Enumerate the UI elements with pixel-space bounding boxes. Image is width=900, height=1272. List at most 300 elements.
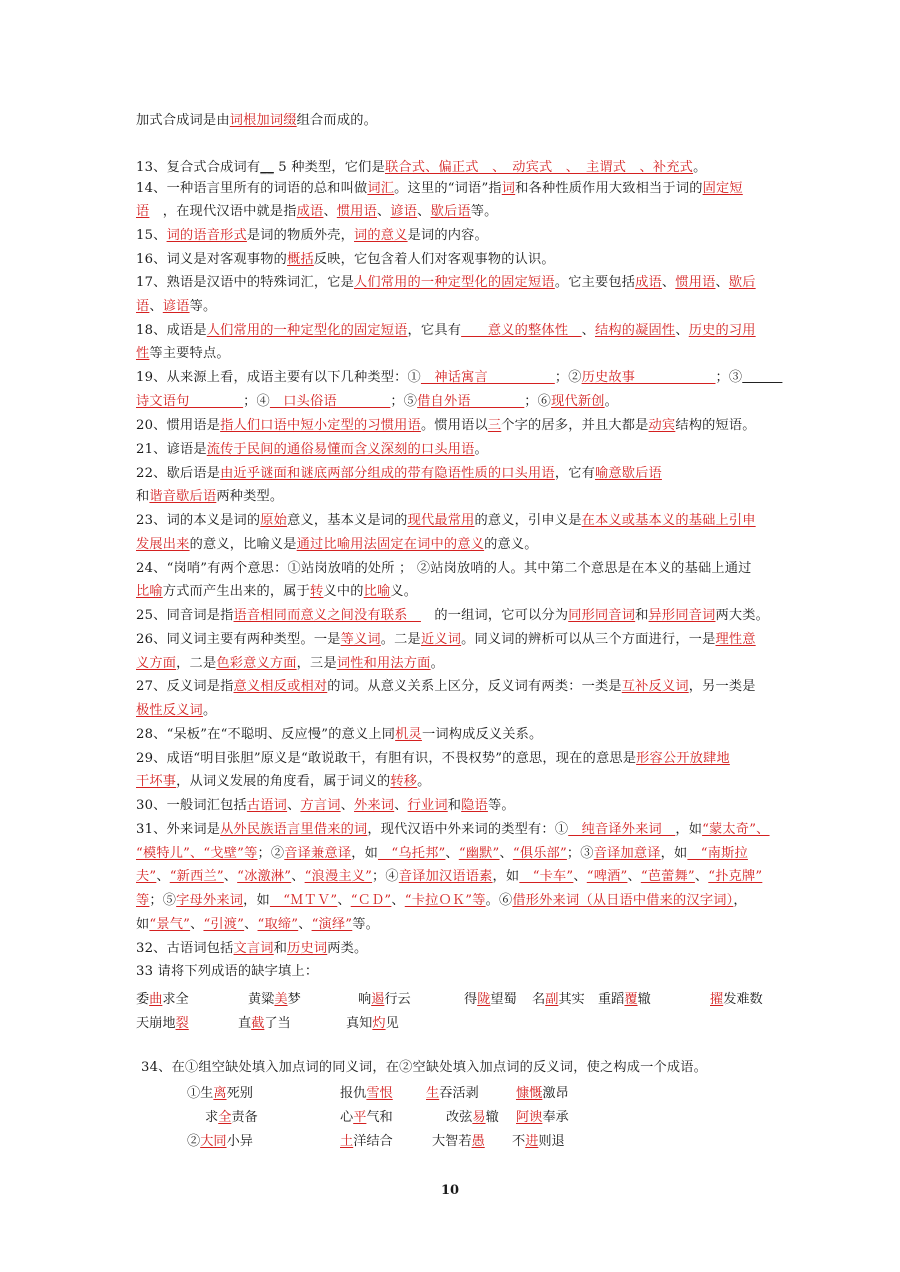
answer-text: “ＭＴＶ” (269, 893, 338, 908)
text-line (136, 112, 776, 130)
text-line (136, 702, 776, 720)
question-text: 14、一种语言里所有的词语的总和叫做 (136, 181, 368, 196)
question-text: 。惯用语以 (420, 418, 488, 433)
text-line (136, 560, 776, 578)
answer-text: 易 (472, 1110, 486, 1125)
question-text: 心 (340, 1110, 354, 1125)
question-text: 激昂 (542, 1086, 569, 1101)
answer-text: 词 (501, 181, 516, 196)
q34-idiom-item (340, 1106, 393, 1125)
question-text: 15、 (136, 228, 167, 243)
question-text: 、 (391, 893, 405, 908)
answer-text: 音译加汉语语素 (398, 869, 493, 884)
text-line (136, 227, 776, 245)
answer-text: 词性和用法方面 (336, 656, 431, 671)
question-text: 、 (661, 275, 676, 290)
question-text: 和 (447, 798, 462, 813)
question-text: ；⑤ (390, 394, 418, 409)
answer-text: 现代最常用 (407, 513, 475, 528)
answer-text: 色彩意义方面 (216, 656, 297, 671)
question-text: 一词构成反义关系。 (421, 727, 543, 742)
question-text: 、 (156, 869, 170, 884)
answer-text: 遏 (371, 992, 385, 1007)
question-text: 大智若 (432, 1134, 472, 1149)
q34-idiom-item (187, 1082, 253, 1101)
question-text: 21、谚语是 (136, 442, 207, 457)
answer-text: 全 (218, 1110, 232, 1125)
question-text: 责备 (231, 1110, 258, 1125)
answer-text: 异形同音词 (648, 608, 716, 623)
idiom-item (710, 988, 763, 1007)
question-text: ，现代汉语中外来词的类型有：① (367, 822, 569, 837)
question-text: 31、外来词是 (136, 822, 221, 837)
question-text: 反映，它包含着人们对客观事物的认识。 (313, 252, 555, 267)
answer-text: 谚语 (390, 204, 418, 219)
question-text: 、 (627, 869, 641, 884)
question-text: 等。 (487, 798, 515, 813)
answer-text: “演绎” (311, 917, 353, 932)
answer-text: “芭蕾舞” (640, 869, 695, 884)
question-text: 、 (323, 204, 337, 219)
question-text: 的意义，引申义是 (474, 513, 582, 528)
answer-text: 进 (525, 1134, 539, 1149)
question-text: 26、同义词主要有两种类型。一是 (136, 632, 341, 647)
question-text: 、 (337, 893, 351, 908)
answer-text: 截 (251, 1016, 265, 1031)
question-text: 求 (205, 1110, 219, 1125)
question-text: 天崩地 (136, 1016, 176, 1031)
question-text: ，它具有 (407, 323, 462, 338)
text-line (136, 916, 776, 934)
text-line (136, 797, 776, 815)
question-text: 见 (385, 1016, 399, 1031)
answer-text: “南斯拉 (687, 846, 748, 861)
question-text: ，如 (492, 869, 520, 884)
q34-idiom-item (516, 1106, 569, 1125)
answer-text: “模特儿”、“戈壁”等 (136, 846, 258, 861)
answer-text: 历史故事 (581, 370, 716, 385)
answer-text: 歇后 (728, 275, 756, 290)
page-number: 10 (440, 1183, 460, 1198)
idiom-item (346, 1012, 399, 1031)
answer-text: 口头俗语 (269, 394, 391, 409)
answer-text: 诗文语句 (136, 394, 244, 409)
question-text: 个字的居多，并且大都是 (501, 418, 649, 433)
question-text: 19、从来源上看，成语主要有以下几种类型：① (136, 370, 421, 385)
text-line (136, 655, 776, 673)
question-text: 得 (464, 992, 478, 1007)
question-text: 18、成语是 (136, 323, 207, 338)
text-line (136, 963, 776, 981)
question-text: ，它有 (554, 466, 595, 481)
question-text: 是词的物质外壳， (246, 228, 355, 243)
question-text: 死别 (226, 1086, 253, 1101)
answer-text: 人们常用的一种定型化的固定短语 (354, 275, 555, 290)
question-text: 望蜀 (490, 992, 517, 1007)
text-line (136, 203, 776, 221)
q34-idiom-item (446, 1106, 499, 1125)
answer-text: 慷慨 (516, 1086, 543, 1101)
answer-text: 纯音译外来词 (568, 822, 676, 837)
q34-idiom-item (205, 1106, 258, 1125)
text-line (136, 465, 776, 483)
question-text: 。 (474, 442, 488, 457)
question-text: 的词。从意义关系上区分，反义词有两类：一类是 (327, 679, 622, 694)
idiom-item (532, 988, 585, 1007)
question-text: 结构的短语。 (675, 418, 756, 433)
answer-text: 音译加意译 (593, 846, 661, 861)
question-text: 方式而产生出来的，属于 (162, 584, 311, 599)
text-line (136, 159, 776, 177)
text-line (136, 345, 776, 363)
answer-text: 词汇 (367, 181, 395, 196)
answer-text: 擢 (710, 992, 724, 1007)
question-text: 奉承 (542, 1110, 569, 1125)
answer-text: 陇 (477, 992, 491, 1007)
text-line (136, 750, 776, 768)
idiom-item (136, 1012, 189, 1031)
question-text: 。 (604, 394, 619, 409)
answer-text: 大同 (200, 1134, 227, 1149)
text-line (136, 298, 776, 316)
question-text: 响 (358, 992, 372, 1007)
question-text: 两类。 (327, 941, 368, 956)
question-text: 17、熟语是汉语中的特殊词汇，它是 (136, 275, 354, 290)
text-line (136, 322, 776, 340)
answer-text: 方言词 (300, 798, 341, 813)
text-line (136, 773, 776, 791)
answer-text: 固定短 (702, 181, 743, 196)
answer-text: 借自外语 (417, 394, 525, 409)
blank-fill (742, 370, 782, 385)
question-text: 组合而成的。 (296, 113, 377, 128)
question-text: 22、歇后语是 (136, 466, 221, 481)
question-text: 33 请将下列成语的缺字填上： (136, 964, 319, 979)
answer-text: 理性意 (715, 632, 756, 647)
text-line (136, 678, 776, 696)
question-text: ，从词义发展的角度看，属于词义的 (176, 774, 391, 789)
question-text: 25、同音词是指 (136, 608, 234, 623)
question-text: 、 (675, 323, 689, 338)
answer-text: “取缔” (257, 917, 299, 932)
question-text: 义。 (390, 584, 418, 599)
text-line (136, 892, 776, 910)
question-text: 的意义。 (484, 537, 538, 552)
q34-title: 34、在①组空缺处填入加点词的同义词，在②空缺处填入加点词的反义词，使之构成一个成语。 (141, 1060, 708, 1075)
idiom-item (136, 988, 189, 1007)
question-text: 行云 (384, 992, 411, 1007)
answer-text: “冰激淋” (237, 869, 292, 884)
answer-text: 三 (487, 418, 502, 433)
text-line (136, 583, 776, 601)
question-text: 辙 (637, 992, 651, 1007)
answer-text: 近义词 (420, 632, 462, 647)
answer-text: “浪漫主义” (304, 869, 373, 884)
answer-text: 语音相同而意义之间没有联系 (233, 608, 421, 623)
question-text: 24、“岗哨”有两个意思：①站岗放哨的处所 ； ②站岗放哨的人。其中第二个意思是在本义的基础上通过 (136, 561, 752, 576)
text-line (136, 607, 776, 625)
question-text: ；④ (243, 394, 270, 409)
answer-text: “景气” (149, 917, 191, 932)
question-text: 的意义，比喻义是 (189, 537, 297, 552)
question-text: 了当 (264, 1016, 291, 1031)
answer-text: 惯用语 (336, 204, 377, 219)
question-text: 的一组词，它可以分为 (420, 608, 569, 623)
text-line (136, 393, 776, 411)
answer-text: 字母外来词 (176, 893, 244, 908)
answer-text: 指人们口语中短小定型的习惯用语 (220, 418, 421, 433)
answer-text: 极性反义词 (136, 703, 203, 718)
question-text: ；④ (372, 869, 399, 884)
question-text: 小异 (226, 1134, 253, 1149)
answer-text: 干坏事 (136, 774, 177, 789)
answer-text: 副 (545, 992, 559, 1007)
text-line (136, 274, 776, 292)
question-text: 20、惯用语是 (136, 418, 221, 433)
question-text: 、 (340, 798, 355, 813)
question-text: ；⑥ (524, 394, 552, 409)
question-text: 。同义词的辨析可以从三个方面进行，一是 (461, 632, 716, 647)
answer-text: 义方面 (136, 656, 177, 671)
answer-text: 从外民族语言里借来的词 (220, 822, 368, 837)
answer-text: 音译兼意译 (284, 846, 352, 861)
question-text: 、 (694, 869, 709, 884)
answer-text: 等义词 (340, 632, 381, 647)
question-text: ，如 (660, 846, 688, 861)
question-text: ，如 (351, 846, 378, 861)
answer-text: 流传于民间的通俗易懂而含义深刻的口头用语 (206, 442, 475, 457)
question-text: 梦 (287, 992, 301, 1007)
text-line (136, 369, 776, 387)
answer-text: 词的语音形式 (166, 228, 247, 243)
question-text: 23、词的本义是词的 (136, 513, 261, 528)
answer-text: “扑克牌” (708, 869, 763, 884)
question-text: ，二是 (176, 656, 217, 671)
question-text: 真知 (346, 1016, 373, 1031)
question-text: ，如 (675, 822, 703, 837)
answer-text: 转 (310, 584, 324, 599)
answer-text: 灼 (372, 1016, 386, 1031)
question-text: ，在现代汉语中就是指 (149, 204, 297, 219)
question-text: ，另一类是 (688, 679, 756, 694)
question-text: ，三是 (296, 656, 337, 671)
answer-text: 意义的整体性 (461, 323, 582, 338)
answer-text: 行业词 (407, 798, 448, 813)
answer-text: 现代新创 (551, 394, 605, 409)
question-text: 27、反义词是指 (136, 679, 234, 694)
q34-idiom-item (187, 1130, 253, 1149)
answer-text: 夫” (136, 869, 157, 884)
answer-text: 比喻 (363, 584, 391, 599)
question-text: 5 种类型，它们是 (273, 160, 385, 175)
question-text: ①生 (187, 1086, 214, 1101)
answer-text: 形容公开放肆地 (636, 751, 730, 766)
question-text: 重蹈 (598, 992, 625, 1007)
answer-text: 语 (136, 299, 150, 314)
question-text: 。 (417, 774, 431, 789)
answer-text: 机灵 (395, 727, 422, 742)
q34-idiom-item (340, 1082, 393, 1101)
question-text: 16、词义是对客观事物的 (136, 252, 288, 267)
question-text: 、 (298, 917, 312, 932)
question-text: 、 (149, 299, 163, 314)
question-text: ， (733, 893, 747, 908)
answer-text: 生 (426, 1086, 440, 1101)
answer-text: 曲 (149, 992, 163, 1007)
answer-text: 雪恨 (366, 1086, 393, 1101)
question-text: 、 (417, 204, 431, 219)
question-text: 其实 (558, 992, 585, 1007)
question-text: 等。 (470, 204, 498, 219)
answer-text: 神话寓言 (420, 370, 555, 385)
question-text: 黄粱 (248, 992, 275, 1007)
answer-text: 成语 (296, 204, 324, 219)
answer-text: 发展出来 (136, 537, 190, 552)
question-text: 等主要特点。 (149, 346, 230, 361)
answer-text: “俱乐部” (512, 846, 567, 861)
question-text: 13、复合式合成词有 (136, 160, 261, 175)
question-text: 是词的内容。 (407, 228, 488, 243)
q34-idiom-item (426, 1082, 479, 1101)
answer-text: “蒙太奇”、 (702, 822, 770, 837)
question-text: 两大类。 (715, 608, 770, 623)
answer-text: 比喻 (136, 584, 163, 599)
answer-text: 土 (340, 1134, 354, 1149)
text-line (136, 845, 776, 863)
q34-idiom-item (512, 1130, 565, 1149)
question-text: ；⑤ (149, 893, 177, 908)
question-text: 洋结合 (353, 1134, 393, 1149)
answer-text: 由近乎谜面和谜底两部分组成的带有隐语性质的口头用语 (220, 466, 555, 481)
question-text: 加式合成词是由 (136, 113, 230, 128)
question-text: 、 (377, 204, 391, 219)
answer-text: “幽默” (458, 846, 500, 861)
answer-text: “啤酒” (586, 869, 628, 884)
answer-text: 美 (274, 992, 288, 1007)
answer-text: 覆 (624, 992, 638, 1007)
question-text: 。它主要包括 (554, 275, 636, 290)
answer-text: 联合式、偏正式 、 动宾式 、 主谓式 、补充式 (384, 160, 694, 175)
question-text: 、 (223, 869, 238, 884)
answer-text: 词的意义 (354, 228, 408, 243)
question-text: 改弦 (446, 1110, 473, 1125)
answer-text: “卡拉ＯＫ”等 (404, 893, 486, 908)
idiom-item (248, 988, 301, 1007)
question-text: ；③ (715, 370, 743, 385)
answer-text: 借形外来词（从日语中借来的汉字词） (512, 893, 734, 908)
answer-text: “卡车” (519, 869, 574, 884)
answer-text: 历史的习用 (688, 323, 756, 338)
question-text: ；② (257, 846, 285, 861)
question-text: 等。 (352, 917, 380, 932)
answer-text: 转移 (390, 774, 418, 789)
idiom-item (464, 988, 517, 1007)
question-text: 和 (273, 941, 288, 956)
answer-text: 谐音歇后语 (149, 489, 217, 504)
question-text: 名 (532, 992, 546, 1007)
text-line (136, 488, 776, 506)
question-text: 和 (136, 489, 150, 504)
question-text: 、 (445, 846, 459, 861)
text-line (136, 417, 776, 435)
text-line (136, 536, 776, 554)
answer-text: 谚语 (162, 299, 190, 314)
question-text: 发难数 (723, 992, 763, 1007)
blank-fill: __ (260, 160, 274, 175)
answer-text: 歇后语 (430, 204, 471, 219)
answer-text: 结构的凝固性 (595, 323, 676, 338)
question-text: 。 (430, 656, 444, 671)
question-text: 。这里的“词语”指 (394, 181, 502, 196)
question-text: 如 (136, 917, 150, 932)
question-text: 直 (238, 1016, 252, 1031)
question-text: 委 (136, 992, 150, 1007)
answer-text: 外来词 (354, 798, 395, 813)
question-text: 求全 (162, 992, 189, 1007)
answer-text: 动宾 (648, 418, 676, 433)
question-text: 28、“呆板”在“不聪明、反应慢”的意义上同 (136, 727, 396, 742)
answer-text: 文言词 (233, 941, 274, 956)
question-text: ；③ (566, 846, 594, 861)
text-line (136, 512, 776, 530)
text-line (136, 868, 776, 886)
question-text: ，如 (243, 893, 270, 908)
answer-text: 离 (213, 1086, 227, 1101)
answer-text: 原始 (260, 513, 288, 528)
question-text: 、 (499, 846, 513, 861)
answer-text: 隐语 (461, 798, 488, 813)
text-line (136, 180, 776, 198)
q34-idiom-item (432, 1130, 485, 1149)
question-text: 、 (715, 275, 729, 290)
answer-text: 互补反义词 (621, 679, 689, 694)
answer-text: “新西兰” (169, 869, 224, 884)
question-text: 气和 (366, 1110, 393, 1125)
question-text: 和 (635, 608, 649, 623)
question-text: 意义，基本义是词的 (287, 513, 408, 528)
question-text: ；② (554, 370, 582, 385)
q34-idiom-item (340, 1130, 393, 1149)
question-text: 30、一般词汇包括 (136, 798, 247, 813)
question-text: 、 (244, 917, 258, 932)
question-text: 两种类型。 (216, 489, 284, 504)
q34-idiom-item (516, 1082, 569, 1101)
text-line (136, 441, 776, 459)
answer-text: 裂 (175, 1016, 189, 1031)
question-text: 、 (581, 323, 595, 338)
question-text: 32、古语词包括 (136, 941, 234, 956)
idiom-item (598, 988, 651, 1007)
text-line (136, 726, 776, 744)
text-line (136, 821, 776, 839)
answer-text: 意义相反或相对 (233, 679, 328, 694)
answer-text: 古语词 (246, 798, 288, 813)
question-text: 、 (394, 798, 408, 813)
question-text: ② (187, 1134, 201, 1149)
question-text: 和各种性质作用大致相当于词的 (515, 181, 703, 196)
answer-text: 同形同音词 (568, 608, 636, 623)
answer-text: 语 (136, 204, 150, 219)
idiom-item (238, 1012, 291, 1031)
question-text: 辙 (485, 1110, 499, 1125)
question-text: 则退 (538, 1134, 565, 1149)
answer-text: 人们常用的一种定型化的固定短语 (206, 323, 408, 338)
text-line (136, 251, 776, 269)
answer-text: 等 (136, 893, 150, 908)
answer-text: 成语 (635, 275, 662, 290)
question-text: 。⑥ (485, 893, 513, 908)
answer-text: 阿谀 (516, 1110, 543, 1125)
